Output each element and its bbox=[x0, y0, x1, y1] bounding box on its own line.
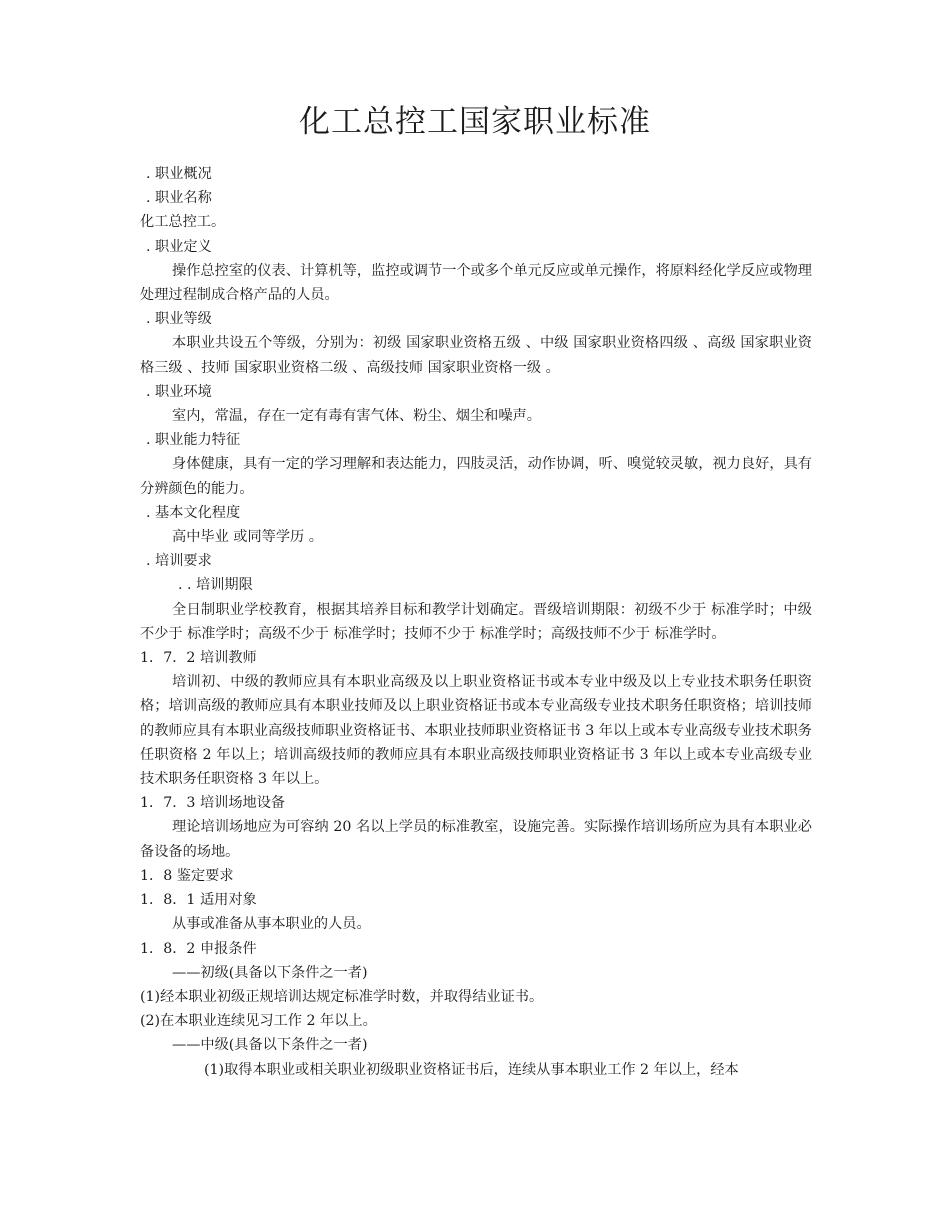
subsubsection-heading: 1．8．2 申报条件 bbox=[140, 940, 257, 957]
subsubsection-heading: . . 培训期限 bbox=[178, 577, 253, 594]
section-heading: . 职业概况 bbox=[146, 166, 212, 182]
subsection-heading: . 职业环境 bbox=[146, 383, 212, 400]
paragraph: 化工总控工。 bbox=[140, 214, 226, 231]
paragraph: 室内，常温，存在一定有毒有害气体、粉尘、烟尘和噪声。 bbox=[172, 408, 541, 425]
document-title: 化工总控工国家职业标准 bbox=[299, 104, 651, 140]
subsubsection-heading: 1．8．1 适用对象 bbox=[140, 892, 257, 909]
subsection-heading: . 职业能力特征 bbox=[146, 432, 241, 449]
list-item: (2)在本职业连续见习工作 2 年以上。 bbox=[140, 1013, 377, 1030]
subsubsection-heading: 1．7．2 培训教师 bbox=[140, 650, 257, 667]
level-heading: ——初级(具备以下条件之一者) bbox=[172, 964, 368, 981]
level-heading: ——中级(具备以下条件之一者) bbox=[172, 1037, 368, 1054]
subsection-heading: . 职业定义 bbox=[146, 238, 212, 255]
subsection-heading: . 职业名称 bbox=[146, 190, 212, 207]
paragraph: 高中毕业 或同等学历 。 bbox=[172, 529, 323, 546]
paragraph: 从事或准备从事本职业的人员。 bbox=[172, 916, 371, 933]
subsection-heading: . 培训要求 bbox=[146, 553, 212, 570]
list-item: (1)经本职业初级正规培训达规定标准学时数，并取得结业证书。 bbox=[140, 988, 544, 1005]
list-item: (1)取得本职业或相关职业初级职业资格证书后，连续从事本职业工作 2 年以上，经本 bbox=[204, 1061, 739, 1078]
paragraph: 全日制职业学校教育，根据其培养目标和教学计划确定。晋级培训期限：初级不少于 标准学时；中级不少于 标准学时；高级不少于 标准学时；技师不少于 标准学时；高级技师不少于 标准学时。 bbox=[140, 601, 812, 642]
subsubsection-heading: 1．7．3 培训场地设备 bbox=[140, 795, 286, 812]
subsection-heading: . 基本文化程度 bbox=[146, 504, 241, 521]
paragraph: 本职业共设五个等级，分别为：初级 国家职业资格五级 、中级 国家职业资格四级 、高级 国家职业资格三级 、技师 国家职业资格二级 、高级技师 国家职业资格一级 。 bbox=[140, 335, 812, 376]
subsection-heading: 1．8 鉴定要求 bbox=[140, 867, 234, 884]
document-body bbox=[140, 162, 812, 1082]
paragraph: 理论培训场地应为可容纳 20 名以上学员的标准教室，设施完善。实际操作培训场所应为具有本职业必备设备的场地。 bbox=[140, 819, 812, 860]
paragraph: 身体健康，具有一定的学习理解和表达能力，四肢灵活，动作协调，听、嗅觉较灵敏，视力良好，具有分辨颜色的能力。 bbox=[140, 456, 812, 497]
paragraph: 培训初、中级的教师应具有本职业高级及以上职业资格证书或本专业中级及以上专业技术职务任职资格；培训高级的教师应具有本职业技师及以上职业资格证书或本专业高级专业技术职务任职资格；培训技师的教师应具有本职业高级技师职业资格证书、本职业技师职业资格证书 3 年以上或本专业高级专业技术职务任职资格 2 年以上；培训高级技师的教师应具有本职业高级技师职业资格证书 3 年以上或本专业高级专业技术职务任职资格 3 年以上。 bbox=[140, 674, 812, 788]
subsection-heading: . 职业等级 bbox=[146, 311, 212, 328]
paragraph: 操作总控室的仪表、计算机等，监控或调节一个或多个单元反应或单元操作，将原料经化学反应或物理处理过程制成合格产品的人员。 bbox=[140, 262, 812, 304]
